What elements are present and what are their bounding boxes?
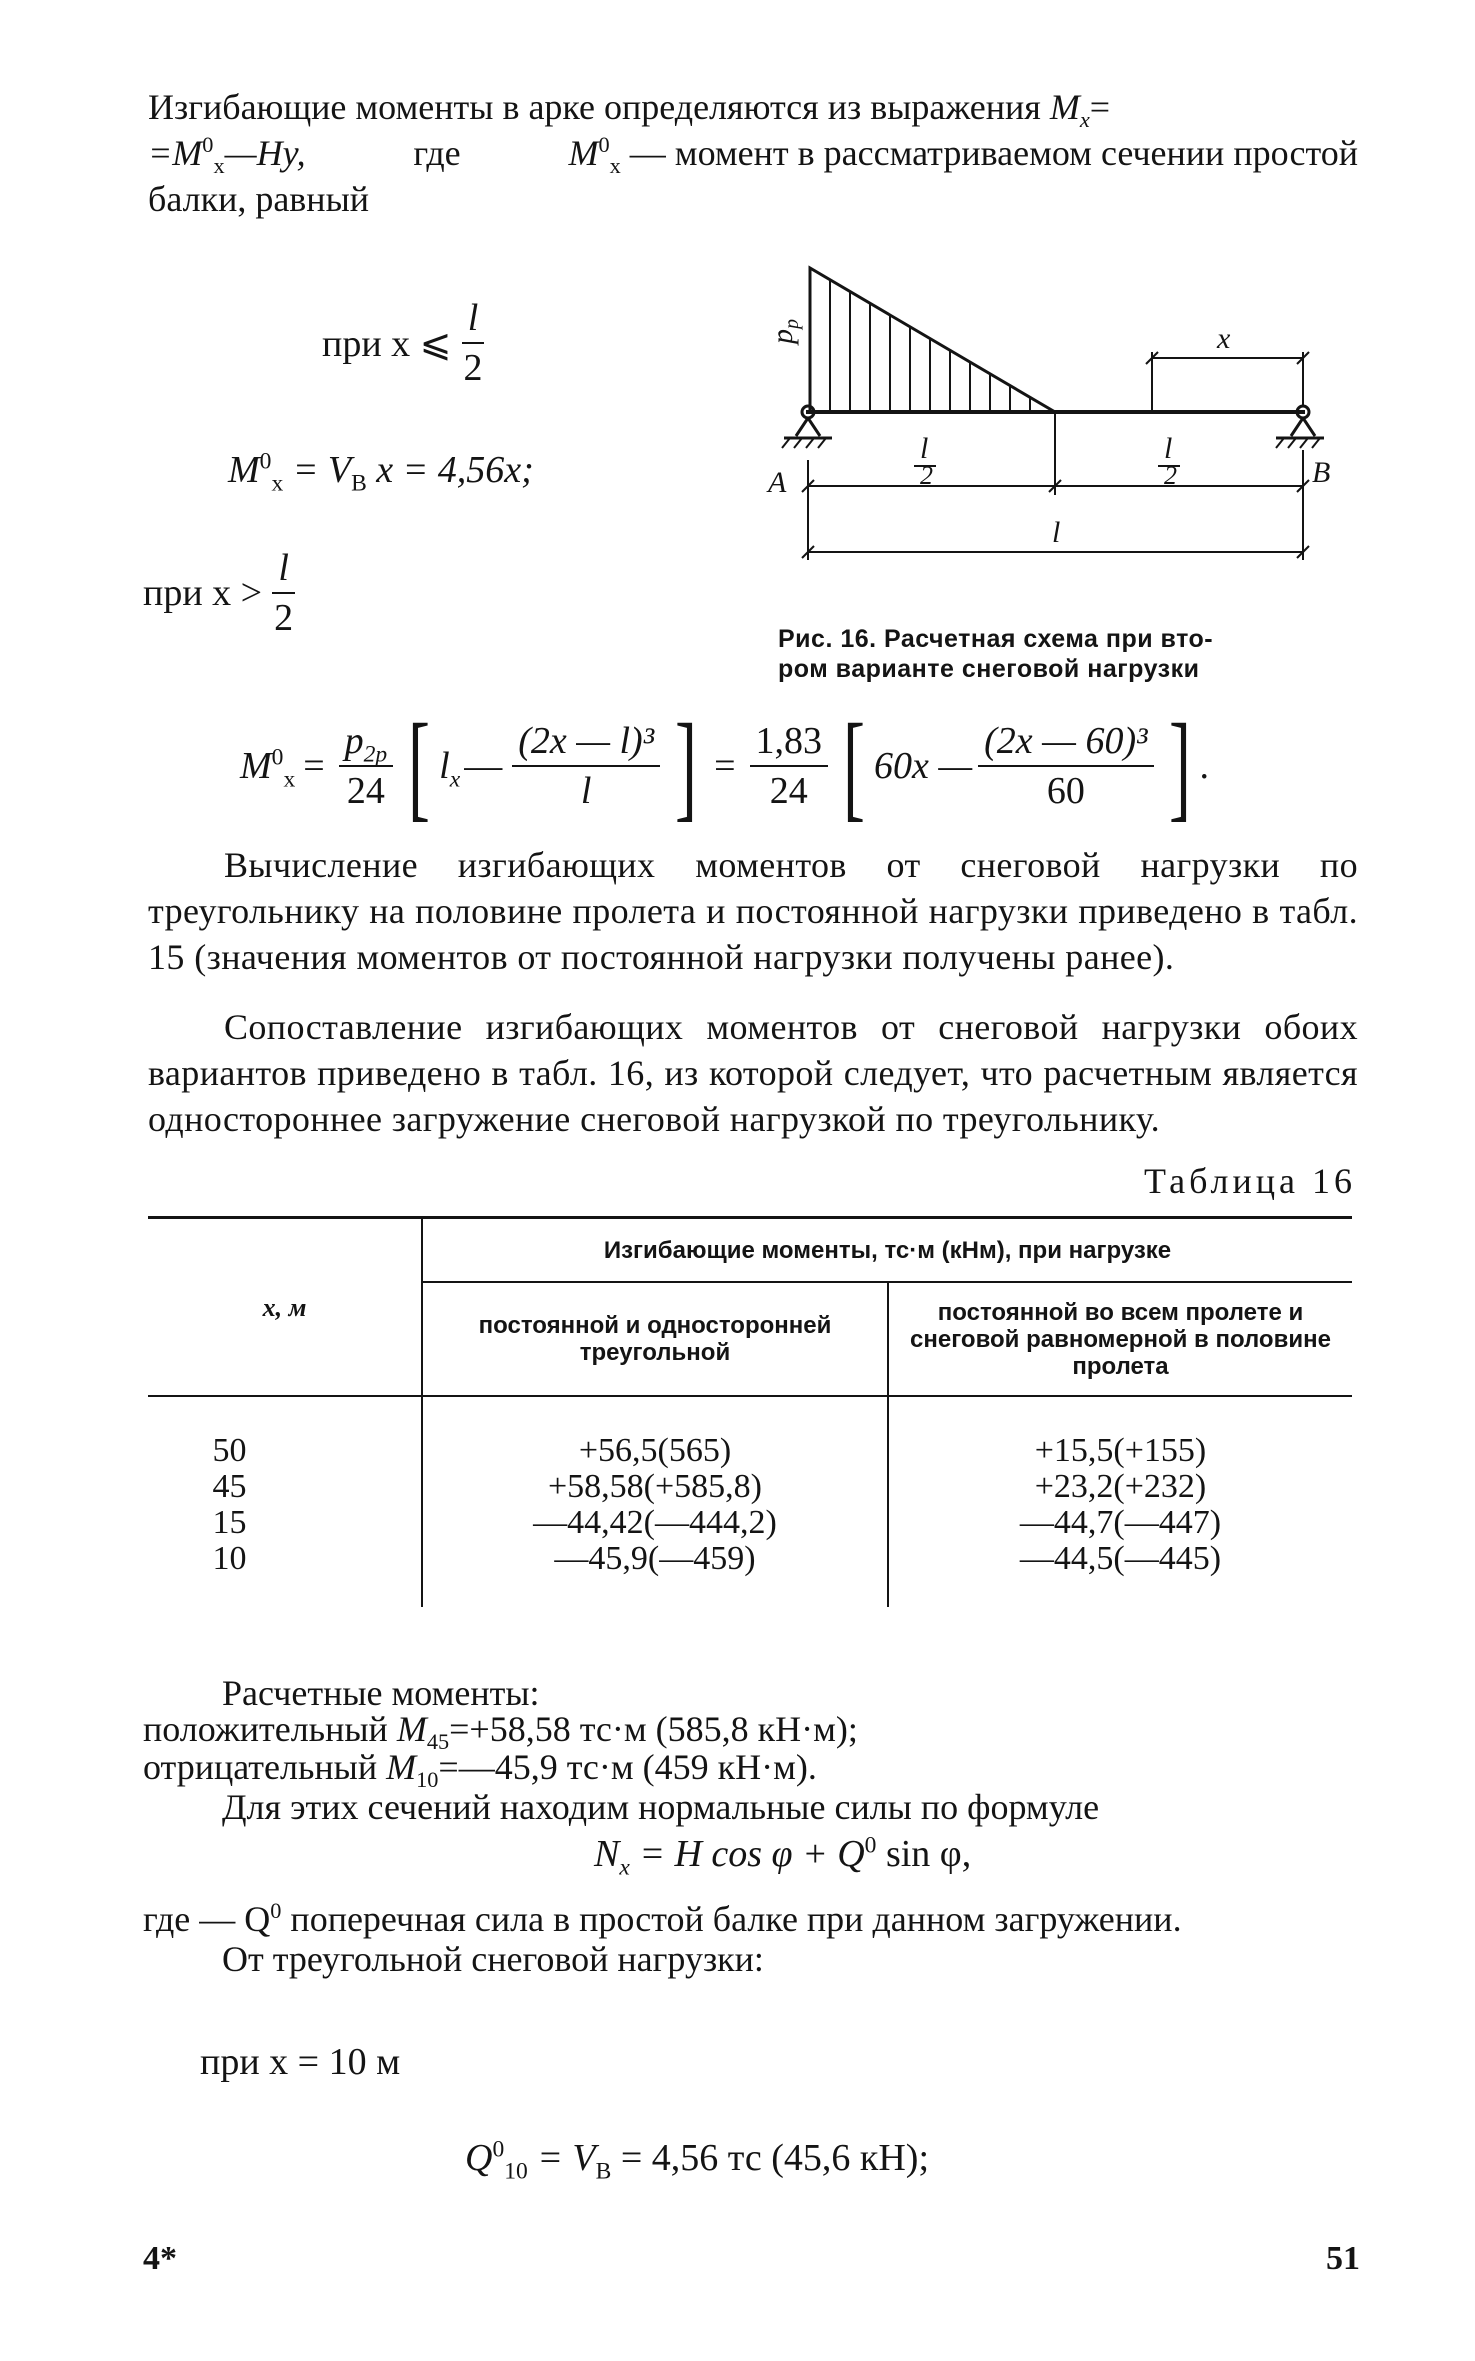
- bf-frac-4: [978, 719, 1153, 813]
- formula-lhs: M: [228, 449, 260, 491]
- x-value: 10: [212, 1540, 247, 1577]
- bf-f2-num: (2x — l)³: [512, 719, 660, 767]
- bf-frac-1: [339, 719, 394, 813]
- case1-condition: [322, 296, 495, 390]
- intro-line-3: балки, равный: [148, 179, 370, 219]
- a-value: —45,9(—459): [554, 1540, 756, 1577]
- triangular-load: [810, 268, 1055, 412]
- moment-symbol: M: [1049, 87, 1080, 127]
- case2-label: при x >: [143, 572, 263, 614]
- a-values-cell: [422, 1396, 888, 1607]
- span-label: l: [1052, 516, 1061, 549]
- page-number: 51: [1326, 2240, 1360, 2277]
- bf-f4-num: (2x — 60)³: [978, 719, 1153, 767]
- formula-rhs-sub: B: [351, 470, 367, 497]
- beam-load-diagram: [740, 260, 1340, 580]
- x-values-cell: [148, 1396, 422, 1607]
- formula-sub: x: [271, 470, 284, 497]
- moment-subscript: x: [1079, 107, 1090, 133]
- bf-frac-2: [512, 719, 660, 813]
- case1-label: при x ⩽: [322, 322, 452, 365]
- neg-sub: 10: [416, 1767, 439, 1793]
- bf-frac-3: [750, 719, 829, 813]
- from-triangular-load: От треугольной снеговой нагрузки:: [222, 1939, 764, 1979]
- col-a-header: постоянной и односторонней треугольной: [422, 1282, 888, 1396]
- bf-end: .: [1199, 745, 1209, 787]
- subscript-2: x: [609, 153, 621, 179]
- fraction-l-over-2: [458, 296, 489, 390]
- bracket-close: ]: [675, 699, 698, 832]
- equals-sign: =: [1089, 87, 1111, 127]
- x-label: x: [1217, 322, 1231, 355]
- col-x-header: x, м: [148, 1218, 422, 1397]
- frac-num: l: [462, 296, 485, 344]
- bf-lhs: M: [240, 745, 272, 787]
- caption-line-1: Рис. 16. Расчетная схема при вто-: [778, 625, 1214, 653]
- bf-eq-2: =: [714, 745, 736, 787]
- where-word: где: [413, 133, 461, 173]
- a-value: +56,5(565): [578, 1432, 732, 1469]
- bf-sub: x: [283, 766, 296, 793]
- neg-symbol: M: [386, 1747, 417, 1787]
- intro-line-1: [148, 84, 1358, 133]
- bf-60x: 60x —: [873, 745, 973, 787]
- bracket-open-2: [: [843, 699, 865, 832]
- table-title: Таблица 16: [1144, 1161, 1356, 1201]
- bf-f1-den: 24: [346, 770, 385, 812]
- hy-term: —Hy,: [224, 133, 306, 173]
- q-rhs: = V: [537, 2137, 596, 2179]
- case1-formula: [228, 448, 534, 497]
- where-sup: 0: [270, 1898, 282, 1923]
- n-symbol: N: [594, 1833, 620, 1875]
- frac-num: l: [272, 546, 295, 594]
- where-a: где — Q: [143, 1899, 271, 1939]
- q-rhs-sub: B: [595, 2158, 612, 2185]
- case-x-10: при x = 10 м: [200, 2041, 401, 2083]
- pos-symbol: M: [396, 1709, 427, 1749]
- neg-value: =—45,9 тс·м (459 кН·м).: [438, 1747, 817, 1787]
- load-label: $p_р$: [766, 319, 803, 344]
- bf-minus: —: [464, 745, 503, 787]
- superscript: 0: [202, 132, 214, 157]
- x-value: 15: [212, 1504, 247, 1541]
- q-symbol: Q: [465, 2137, 493, 2179]
- bracket-open: [: [408, 699, 431, 832]
- pos-sub: 45: [426, 1729, 450, 1755]
- half-right-num: l: [1164, 432, 1173, 465]
- figure-caption: [778, 624, 1338, 684]
- b-value: —44,5(—445): [1019, 1540, 1222, 1577]
- bf-sup: 0: [271, 744, 284, 771]
- intro-text: Изгибающие моменты в арке определяются из выражения: [148, 87, 1041, 127]
- moment-formula: [240, 699, 1209, 832]
- q-sup: 0: [492, 2136, 505, 2163]
- table-16: [148, 1216, 1352, 1607]
- neg-label: отрицательный: [143, 1747, 378, 1787]
- moment-expression: =M: [148, 133, 203, 173]
- bf-lx: l: [439, 745, 450, 787]
- caption-line-2: ром варианте снеговой нагрузки: [778, 655, 1200, 683]
- half-right-den: 2: [1164, 461, 1177, 490]
- bf-f3-den: 24: [769, 770, 808, 812]
- x-value: 45: [212, 1468, 247, 1505]
- pos-label: положительный: [143, 1709, 388, 1749]
- b-value: +15,5(+155): [1034, 1432, 1207, 1469]
- support-b-label: B: [1312, 456, 1331, 489]
- bf-lx-sub: x: [449, 766, 461, 793]
- frac-den: 2: [274, 597, 294, 639]
- pos-value: =+58,58 тс·м (585,8 кН·м);: [449, 1709, 858, 1749]
- bracket-close-2: ]: [1168, 699, 1191, 832]
- moment-symbol-2: M: [568, 133, 599, 173]
- frac-den: 2: [463, 347, 483, 389]
- x-value: 50: [212, 1432, 247, 1469]
- paragraph-1: Вычисление изгибающих моментов от снеговой нагрузки по треугольнику на половине пролета и постоянной нагрузки приведено в табл. 15 (значения моментов от постоянной нагрузки получены ранее).: [148, 845, 1358, 977]
- support-a-label: A: [768, 466, 787, 499]
- shear-formula: [465, 2136, 929, 2185]
- n-sup: 0: [864, 1832, 877, 1859]
- bf-f3-num: 1,83: [750, 719, 829, 767]
- formula-rhs: = V: [292, 449, 352, 491]
- case2-condition: [143, 546, 305, 640]
- signature-mark: 4*: [143, 2240, 177, 2277]
- n-rest-b: sin φ,: [885, 1833, 972, 1875]
- n-sub: x: [619, 1854, 630, 1881]
- a-value: +58,58(+585,8): [548, 1468, 762, 1505]
- superscript-2: 0: [598, 132, 610, 157]
- q-tail: = 4,56 тс (45,6 кН);: [620, 2137, 929, 2179]
- formula-sup: 0: [259, 448, 272, 475]
- where-b: поперечная сила в простой балке при данном загружении.: [290, 1899, 1182, 1939]
- b-value: —44,7(—447): [1019, 1504, 1222, 1541]
- moment-description: — момент в рассматриваемом сечении простой: [629, 133, 1358, 173]
- col-b-header: постоянной во всем пролете и снеговой равномерной в половине пролета: [910, 1298, 1331, 1380]
- b-values-cell: [888, 1396, 1352, 1607]
- b-value: +23,2(+232): [1034, 1468, 1207, 1505]
- n-rest-a: = H cos φ + Q: [639, 1833, 865, 1875]
- half-left-num: l: [920, 432, 929, 465]
- half-left-den: 2: [920, 461, 933, 490]
- design-heading: Расчетные моменты:: [222, 1673, 540, 1713]
- bf-f2-den: l: [580, 770, 592, 812]
- formula-tail: x = 4,56x;: [376, 449, 534, 491]
- subscript: x: [213, 153, 225, 179]
- paragraph-2: Сопоставление изгибающих моментов от снеговой нагрузки обоих вариантов приведено в табл. 16, из которой следует, что расчетным является одностороннее загружение снеговой нагрузкой по треугольнику.: [148, 1007, 1358, 1139]
- bf-f4-den: 60: [1046, 770, 1085, 812]
- bf-f1-num: p: [344, 720, 364, 762]
- fraction-l-over-2-b: [268, 546, 299, 640]
- group-header: Изгибающие моменты, тс·м (кНм), при нагрузке: [422, 1218, 1352, 1283]
- intro-line-2: [148, 130, 1358, 179]
- q-sub: 10: [504, 2158, 528, 2185]
- normal-force-formula: [594, 1832, 972, 1881]
- bf-f1-num-sub: 2р: [363, 741, 388, 768]
- a-value: —44,42(—444,2): [533, 1504, 777, 1541]
- normal-force-intro: Для этих сечений находим нормальные силы по формуле: [222, 1787, 1100, 1827]
- bf-eq: =: [303, 745, 325, 787]
